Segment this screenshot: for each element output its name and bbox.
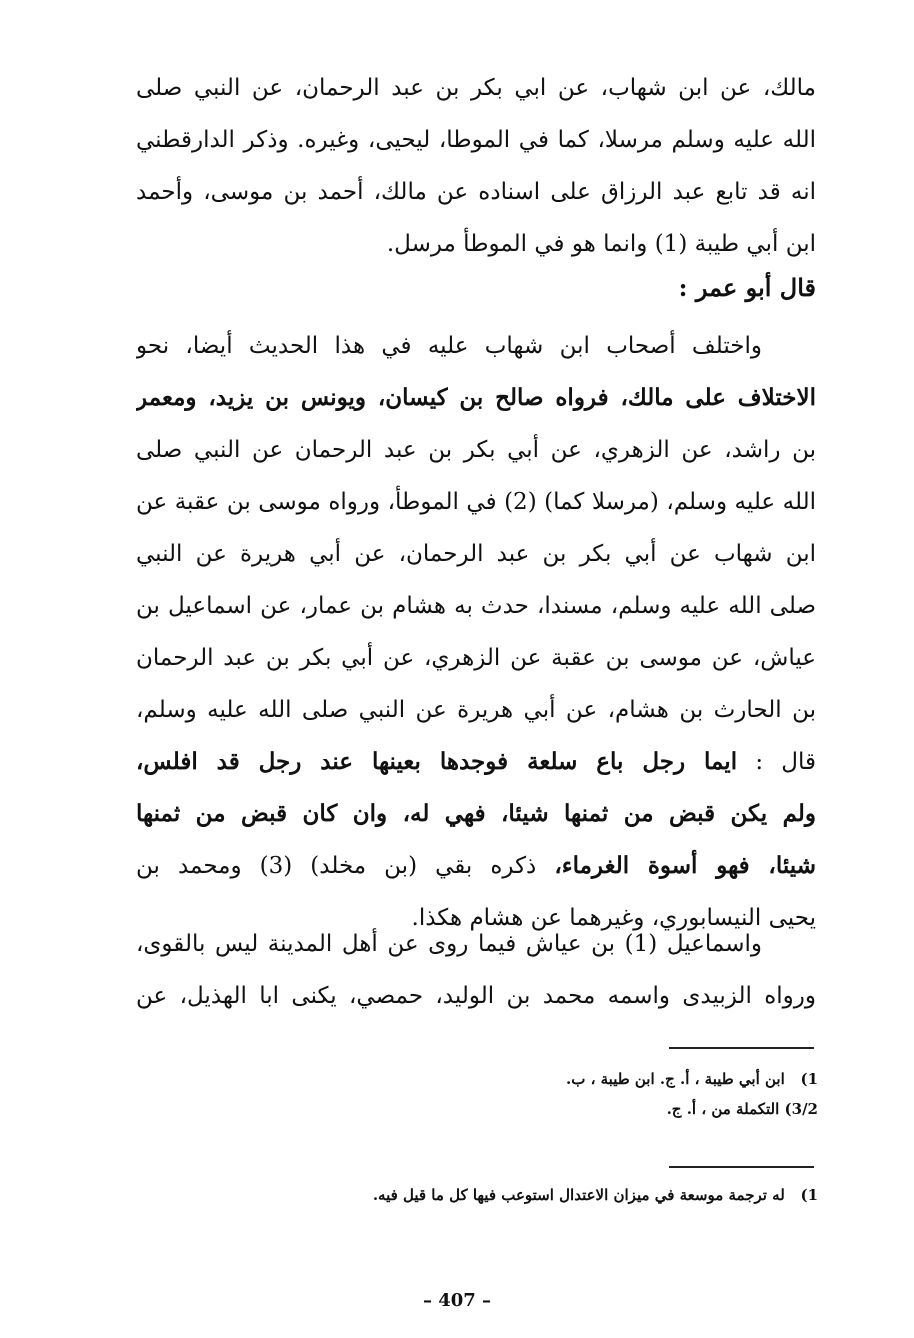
footnote-divider <box>669 1166 814 1168</box>
footnote-marker: 1) <box>800 1186 818 1204</box>
text-line: الله عليه وسلم، (مرسلا كما) (2) في الموطأ، ورواه موسى بن عقبة عن <box>136 489 816 515</box>
footnote-marker: 1) <box>800 1070 818 1088</box>
quote-intro: قال : <box>755 749 816 775</box>
footnote-text: ابن أبي طيبة ، أ. ج. ابن طيبة ، ب. <box>566 1070 785 1088</box>
footnotes-group-1 <box>298 1064 818 1124</box>
footnotes-group-2 <box>298 1180 818 1210</box>
footnote-text: التكملة من ، أ. ج. <box>666 1100 780 1118</box>
hadith-quote: ولم يكن قبض من ثمنها شيئا، فهي له، وان كان قبض من ثمنها <box>136 800 816 827</box>
text-line: ورواه الزبيدى واسمه محمد بن الوليد، حمصي، يكنى ابا الهذيل، عن <box>136 983 816 1009</box>
text-line <box>136 736 816 788</box>
page-number: – 407 – <box>422 1290 492 1311</box>
footnote <box>298 1064 818 1094</box>
footnote <box>298 1180 818 1210</box>
section-heading-block <box>136 262 816 314</box>
paragraph-3 <box>136 918 816 1022</box>
paragraph-2 <box>136 320 816 944</box>
paragraph-1 <box>136 62 816 270</box>
text-line: بن الحارث بن هشام، عن أبي هريرة عن النبي صلى الله عليه وسلم، <box>136 697 816 723</box>
text-line: واسماعيل (1) بن عياش فيما روى عن أهل المدينة ليس بالقوى، <box>136 931 762 957</box>
text-line <box>136 788 816 840</box>
text-line: ابن أبي طيبة (1) وانما هو في الموطأ مرسل. <box>386 231 816 257</box>
text-line: صلى الله عليه وسلم، مسندا، حدث به هشام بن عمار، عن اسماعيل بن <box>136 593 816 619</box>
text-line: واختلف أصحاب ابن شهاب عليه في هذا الحديث أيضا، نحو <box>136 333 762 359</box>
text-line: بن راشد، عن الزهري، عن أبي بكر بن عبد الرحمان عن النبي صلى <box>136 437 816 463</box>
text-line: مالك، عن ابن شهاب، عن ابي بكر بن عبد الرحمان، عن النبي صلى <box>136 75 816 101</box>
hadith-quote: شيئا، فهو أسوة الغرماء، <box>554 852 816 879</box>
emphasis-text: الاختلاف على مالك، فرواه صالح بن كيسان، ويونس بن يزيد، ومعمر <box>136 384 816 411</box>
text-line: الله عليه وسلم مرسلا، كما في الموطا، ليحيى، وغيره. وذكر الدارقطني <box>136 127 816 153</box>
hadith-quote: ايما رجل باع سلعة فوجدها بعينها عند رجل قد افلس، <box>136 748 738 775</box>
text-line <box>136 372 816 424</box>
text-line: عياش، عن موسى بن عقبة عن الزهري، عن أبي بكر بن عبد الرحمان <box>136 645 816 671</box>
footnote-text: له ترجمة موسعة في ميزان الاعتدال استوعب فيها كل ما قيل فيه. <box>372 1186 785 1204</box>
narration-text: ذكره بقي (بن مخلد) (3) ومحمد بن <box>136 853 537 879</box>
text-line: يحيى النيسابوري، وغيرهما عن هشام هكذا. <box>411 905 816 931</box>
text-line <box>136 840 816 892</box>
footnote-marker: 3/2) <box>784 1100 818 1118</box>
footnote-divider <box>669 1047 814 1049</box>
text-line: ابن شهاب عن أبي بكر بن عبد الرحمان، عن أبي هريرة عن النبي <box>136 541 816 567</box>
section-heading: قال أبو عمر : <box>678 273 816 302</box>
text-line: انه قد تابع عبد الرزاق على اسناده عن مالك، أحمد بن موسى، وأحمد <box>136 179 816 205</box>
footnote <box>298 1094 818 1124</box>
